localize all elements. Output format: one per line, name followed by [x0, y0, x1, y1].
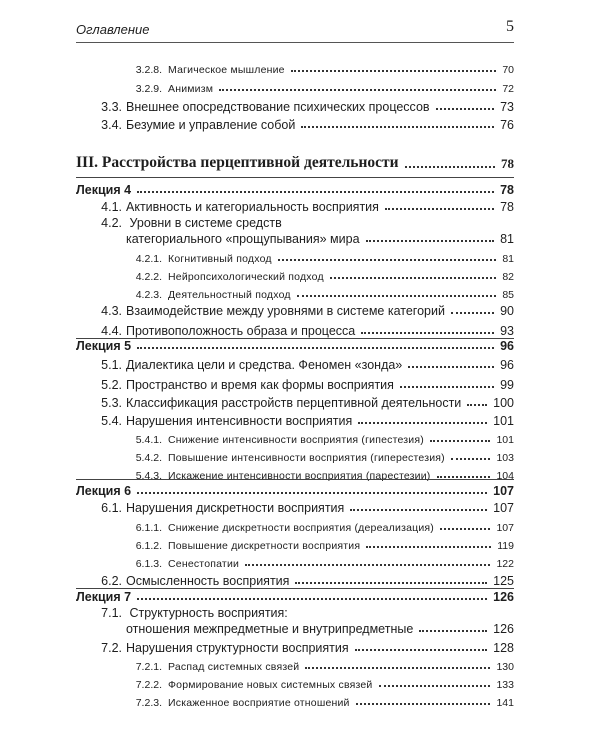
- toc-entry-number: 3.2.9.: [135, 83, 162, 95]
- dot-leader: [436, 108, 495, 110]
- dot-leader: [356, 703, 491, 705]
- toc-entry-title-line2: отношения межпредметные и внутрипредметные: [126, 622, 414, 636]
- toc-entry[interactable]: [90, 96, 514, 114]
- toc-entry-continuation[interactable]: [126, 228, 514, 246]
- toc-entry-page: 81: [502, 253, 514, 265]
- toc-entry-title: Формирование новых системных связей: [168, 679, 373, 691]
- lecture-title: Лекция 7: [76, 590, 132, 604]
- lecture-title: Лекция 6: [76, 484, 132, 498]
- dot-leader: [467, 404, 487, 406]
- dot-leader: [297, 295, 497, 297]
- toc-entry[interactable]: [118, 655, 514, 673]
- toc-entry-page: 85: [502, 289, 514, 301]
- toc-entry[interactable]: [118, 446, 514, 464]
- toc-entry[interactable]: [118, 247, 514, 265]
- toc-entry-number: 7.2.3.: [135, 697, 162, 709]
- divider: [76, 177, 514, 178]
- toc-entry-page: 100: [493, 396, 514, 410]
- dot-leader: [301, 126, 494, 128]
- dot-leader: [137, 492, 487, 494]
- dot-leader: [408, 366, 494, 368]
- toc-entry-continuation[interactable]: [126, 618, 514, 636]
- toc-entry-page: 119: [497, 540, 514, 552]
- toc-entry-title: Распад системных связей: [168, 661, 300, 673]
- toc-entry[interactable]: [90, 637, 514, 655]
- toc-entry-page: 141: [496, 697, 514, 709]
- lecture-heading[interactable]: [76, 480, 514, 498]
- toc-entry-number: 7.2.: [101, 641, 122, 655]
- toc-entry-page: 130: [496, 661, 514, 673]
- toc-entry[interactable]: [118, 283, 514, 301]
- toc-entry-number: 4.2.: [101, 216, 122, 230]
- toc-entry[interactable]: [90, 114, 514, 132]
- toc-entry[interactable]: [118, 691, 514, 709]
- toc-entry-page: 101: [496, 434, 514, 446]
- toc-entry-title: Нейропсихологический подход: [168, 271, 324, 283]
- toc-entry-number: 6.1.: [101, 501, 122, 515]
- toc-entry-title-line2: категориального «прощупывания» мира: [126, 232, 360, 246]
- toc-entry-page: 128: [493, 641, 514, 655]
- dot-leader: [437, 476, 491, 478]
- page-number: 5: [506, 18, 514, 35]
- toc-entry-title: Нарушения интенсивности восприятия: [126, 414, 353, 428]
- toc-entry-number: 6.1.2.: [135, 540, 162, 552]
- toc-entry-page: 82: [502, 271, 514, 283]
- toc-entry-title: Искаженное восприятие отношений: [168, 697, 350, 709]
- toc-entry-number: 6.1.1.: [135, 522, 162, 534]
- toc-entry-title: Анимизм: [168, 83, 214, 95]
- dot-leader: [137, 347, 494, 349]
- toc-entry-page: 101: [493, 414, 514, 428]
- toc-entry[interactable]: [90, 354, 514, 372]
- toc-entry-page: 125: [493, 574, 514, 588]
- dot-leader: [295, 582, 487, 584]
- dot-leader: [245, 564, 490, 566]
- toc-entry-page: 133: [496, 679, 514, 691]
- dot-leader: [430, 440, 491, 442]
- toc-entry-number: 4.3.: [101, 304, 122, 318]
- toc-entry-number: 5.4.: [101, 414, 122, 428]
- toc-entry-title-line1: Уровни в системе средств: [129, 216, 282, 230]
- dot-leader: [379, 685, 491, 687]
- toc-entry-title: Пространство и время как формы восприятия: [126, 378, 394, 392]
- toc-entry-number: 5.1.: [101, 358, 122, 372]
- dot-leader: [291, 70, 497, 72]
- toc-entry[interactable]: [90, 392, 514, 410]
- toc-entry-number: 3.4.: [101, 118, 122, 132]
- toc-entry-number: 7.1.: [101, 606, 122, 620]
- toc-entry-title: Классификация расстройств перцептивной деятельности: [126, 396, 462, 410]
- toc-entry-title: Активность и категориальность восприятия: [126, 200, 379, 214]
- part-heading[interactable]: [76, 150, 514, 172]
- toc-entry-number: 4.4.: [101, 324, 122, 338]
- toc-entry-title: Осмысленность восприятия: [126, 574, 290, 588]
- toc-entry-title-line1: Структурность восприятия:: [129, 606, 288, 620]
- toc-entry-number: 5.4.3.: [135, 470, 162, 482]
- toc-entry[interactable]: [118, 552, 514, 570]
- toc-entry-title: Искажение интенсивности восприятия (парестезии): [168, 470, 431, 482]
- dot-leader: [350, 509, 487, 511]
- toc-entry[interactable]: [118, 516, 514, 534]
- lecture-page: 107: [493, 484, 514, 498]
- toc-entry-title: Повышение дискретности восприятия: [168, 540, 361, 552]
- toc-entry-title: Противоположность образа и процесса: [126, 324, 356, 338]
- toc-entry-title: Безумие и управление собой: [126, 118, 296, 132]
- toc-entry-number: 6.1.3.: [135, 558, 162, 570]
- dot-leader: [366, 546, 491, 548]
- toc-entry-title: Магическое мышление: [168, 64, 285, 76]
- lecture-heading[interactable]: [76, 179, 514, 197]
- toc-entry-number: 4.2.2.: [135, 271, 162, 283]
- dot-leader: [451, 458, 491, 460]
- lecture-title: Лекция 5: [76, 339, 132, 353]
- toc-entry-page: 126: [493, 622, 514, 636]
- toc-entry[interactable]: [118, 428, 514, 446]
- toc-entry[interactable]: [118, 534, 514, 552]
- dot-leader: [137, 598, 487, 600]
- toc-entry-page: 122: [496, 558, 514, 570]
- toc-entry-title: Внешнее опосредствование психических процессов: [126, 100, 430, 114]
- toc-entry-page: 107: [493, 501, 514, 515]
- toc-entry-page: 104: [496, 470, 514, 482]
- toc-entry-page: 99: [500, 378, 514, 392]
- toc-entry-title: Взаимодействие между уровнями в системе категорий: [126, 304, 445, 318]
- toc-entry-title: Нарушения дискретности восприятия: [126, 501, 345, 515]
- toc-entry-number: 5.4.2.: [135, 452, 162, 464]
- toc-entry-page: 107: [496, 522, 514, 534]
- toc-entry-number: 4.2.3.: [135, 289, 162, 301]
- dot-leader: [361, 332, 494, 334]
- toc-entry[interactable]: [118, 265, 514, 283]
- dot-leader: [219, 89, 496, 91]
- toc-entry-page: 90: [500, 304, 514, 318]
- toc-entry-page: 78: [500, 200, 514, 214]
- dot-leader: [385, 208, 494, 210]
- lecture-title: Лекция 4: [76, 183, 132, 197]
- running-header-title: Оглавление: [76, 22, 150, 37]
- dot-leader: [400, 386, 494, 388]
- dot-leader: [440, 528, 490, 530]
- dot-leader: [405, 166, 495, 168]
- toc-entry[interactable]: [90, 300, 514, 318]
- toc-entry-number: 6.2.: [101, 574, 122, 588]
- toc-entry[interactable]: [90, 196, 514, 214]
- toc-entry-number: 4.2.1.: [135, 253, 162, 265]
- lecture-page: 96: [500, 339, 514, 353]
- dot-leader: [137, 191, 494, 193]
- dot-leader: [330, 277, 497, 279]
- toc-entry-page: 72: [502, 83, 514, 95]
- toc-entry-number: 3.2.8.: [135, 64, 162, 76]
- toc-entry-number: 3.3.: [101, 100, 122, 114]
- toc-entry[interactable]: [90, 374, 514, 392]
- toc-entry-page: 73: [500, 100, 514, 114]
- toc-entry-number: 5.2.: [101, 378, 122, 392]
- toc-entry-title: Диалектика цели и средства. Феномен «зонда»: [126, 358, 403, 372]
- toc-entry[interactable]: [90, 410, 514, 428]
- dot-leader: [451, 312, 494, 314]
- toc-entry-title: Повышение интенсивности восприятия (гиперестезия): [168, 452, 445, 464]
- toc-entry-title: Нарушения структурности восприятия: [126, 641, 349, 655]
- toc-entry-page: 93: [500, 324, 514, 338]
- toc-entry-page: 81: [500, 232, 514, 246]
- toc-entry-title: Сенестопатии: [168, 558, 240, 570]
- dot-leader: [355, 649, 487, 651]
- toc-entry-title: Когнитивный подход: [168, 253, 272, 265]
- toc-entry[interactable]: [118, 58, 514, 76]
- toc-entry-number: 5.4.1.: [135, 434, 162, 446]
- toc-entry[interactable]: [90, 497, 514, 515]
- toc-entry[interactable]: [118, 673, 514, 691]
- toc-entry-page: 76: [500, 118, 514, 132]
- toc-entry-page: 96: [500, 358, 514, 372]
- part-page: 78: [501, 156, 514, 171]
- toc-entry-page: 103: [496, 452, 514, 464]
- dot-leader: [278, 259, 497, 261]
- dot-leader: [419, 630, 487, 632]
- dot-leader: [358, 422, 487, 424]
- toc-entry-number: 7.2.1.: [135, 661, 162, 673]
- toc-entry-page: 70: [502, 64, 514, 76]
- toc-entry-title: Снижение интенсивности восприятия (гипестезия): [168, 434, 424, 446]
- toc-entry[interactable]: [118, 77, 514, 95]
- toc-entry-number: 4.1.: [101, 200, 122, 214]
- toc-entry-title: Деятельностный подход: [168, 289, 291, 301]
- toc-entry-title: Снижение дискретности восприятия (дереализация): [168, 522, 434, 534]
- lecture-page: 126: [493, 590, 514, 604]
- toc-entry-number: 7.2.2.: [135, 679, 162, 691]
- part-title: III. Расстройства перцептивной деятельности: [76, 154, 399, 171]
- lecture-page: 78: [500, 183, 514, 197]
- dot-leader: [366, 240, 495, 242]
- dot-leader: [305, 667, 490, 669]
- lecture-heading[interactable]: [76, 335, 514, 353]
- lecture-heading[interactable]: [76, 586, 514, 604]
- toc-entry-number: 5.3.: [101, 396, 122, 410]
